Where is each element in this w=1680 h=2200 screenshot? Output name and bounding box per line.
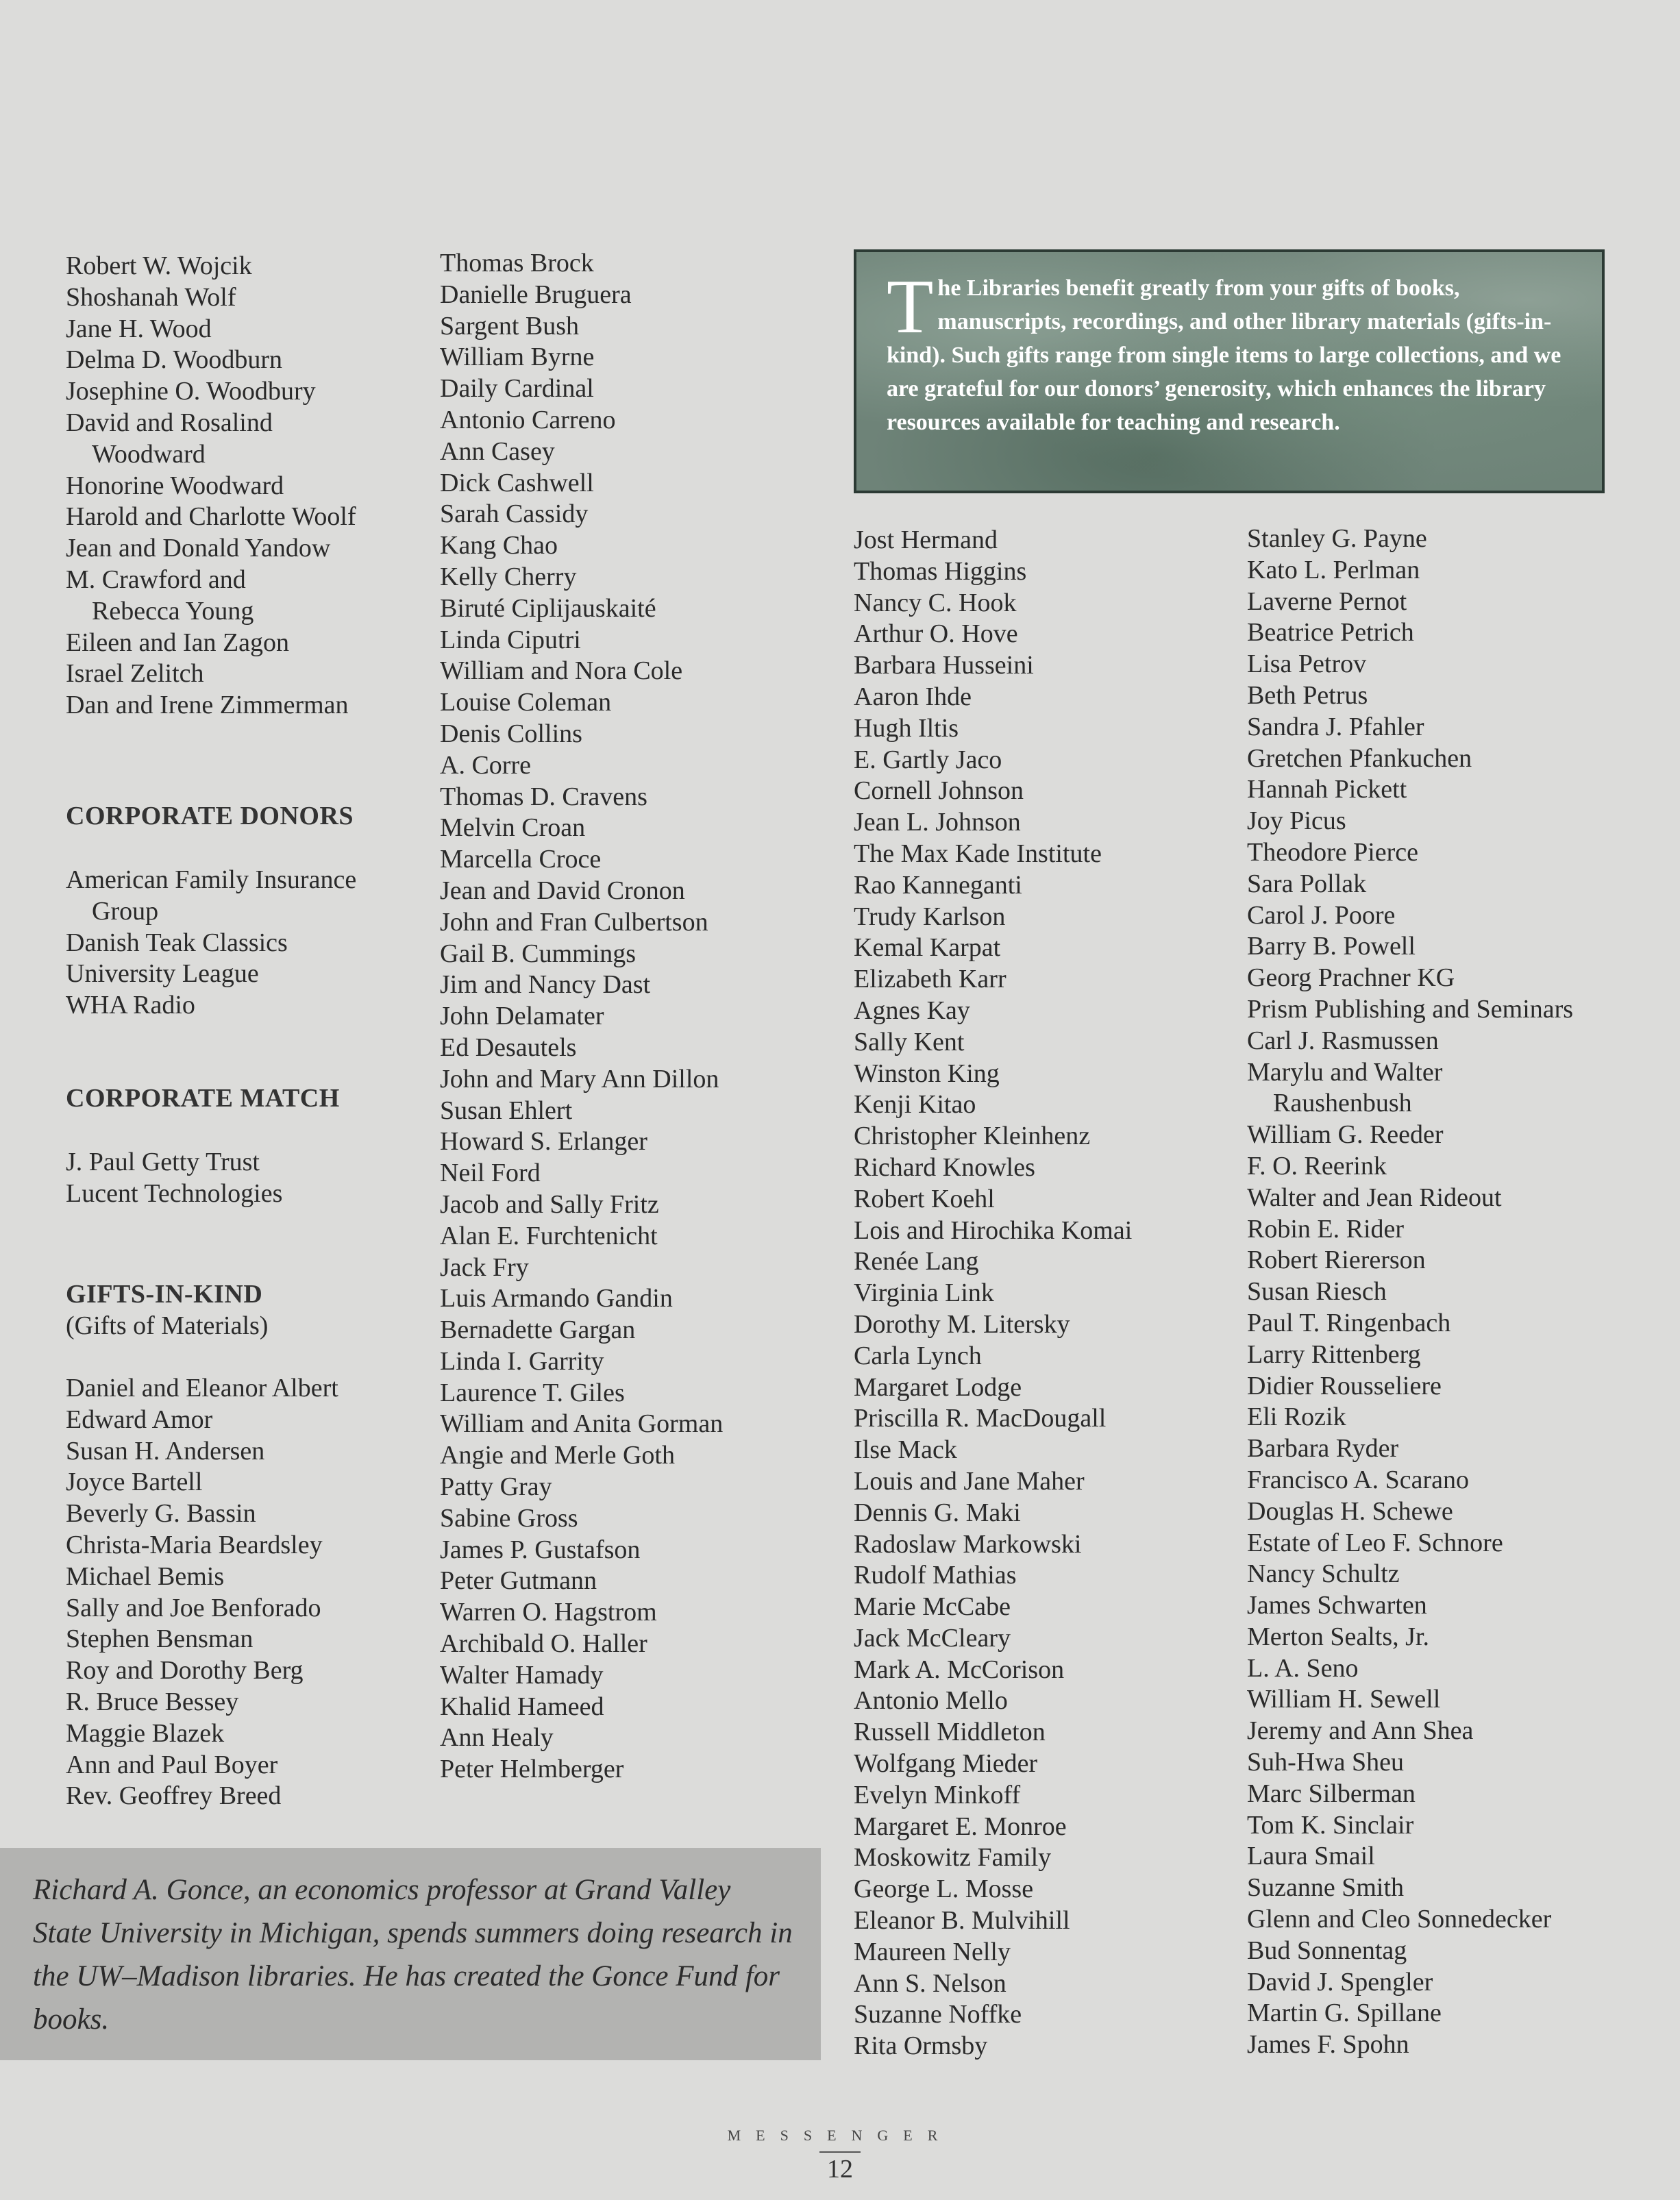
list-item: L. A. Seno <box>1247 1653 1359 1683</box>
list-item: Jane H. Wood <box>66 314 212 343</box>
list-item: Susan Riesch <box>1247 1277 1387 1307</box>
list-item: Antonio Mello <box>854 1686 1008 1716</box>
list-item: Sara Pollak <box>1247 869 1367 898</box>
list-item: Biruté Ciplijauskaité <box>440 593 656 623</box>
list-item: Robert Koehl <box>854 1184 995 1213</box>
list-item: William and Nora Cole <box>440 656 683 686</box>
list-item: Patty Gray <box>440 1472 552 1502</box>
list-item: Walter Hamady <box>440 1660 604 1690</box>
list-item: Beth Petrus <box>1247 680 1368 710</box>
list-item: Arthur O. Hove <box>854 619 1018 649</box>
list-item: Stanley G. Payne <box>1247 524 1427 553</box>
list-item: Barbara Husseini <box>854 651 1034 680</box>
list-item: Ilse Mack <box>854 1435 957 1465</box>
list-item: Lisa Petrov <box>1247 650 1367 679</box>
list-item: Joyce Bartell <box>66 1468 203 1497</box>
list-item: The Max Kade Institute <box>854 839 1102 868</box>
photo-caption <box>0 1848 821 2060</box>
list-item: Jack Fry <box>440 1252 529 1282</box>
list-item: F. O. Reerink <box>1247 1151 1387 1181</box>
list-item: Laverne Pernot <box>1247 586 1407 616</box>
list-item: Shoshanah Wolf <box>66 282 236 312</box>
list-item: Thomas Higgins <box>854 556 1027 586</box>
gifts-in-kind-section <box>66 1278 338 1812</box>
list-item: Angie and Merle Goth <box>440 1441 675 1470</box>
list-item: Hugh Iltis <box>854 713 959 743</box>
list-item: Melvin Croan <box>440 813 586 843</box>
list-item: Jost Hermand <box>854 526 998 554</box>
list-item: Priscilla R. MacDougall <box>854 1404 1107 1433</box>
list-item: Carla Lynch <box>854 1341 982 1370</box>
list-item: Virginia Link <box>854 1278 994 1308</box>
list-item: Marc Silberman <box>1247 1779 1416 1808</box>
list-item: WHA Radio <box>66 991 195 1020</box>
list-item: Neil Ford <box>440 1159 541 1188</box>
list-item: Maureen Nelly <box>854 1937 1011 1966</box>
list-item: Howard S. Erlanger <box>440 1127 647 1157</box>
list-item: Dan and Irene Zimmerman <box>66 691 349 720</box>
list-item: Thomas D. Cravens <box>440 782 647 811</box>
list-item: E. Gartly Jaco <box>854 745 1002 774</box>
list-item: Delma D. Woodburn <box>66 345 283 375</box>
gifts-in-kind-callout <box>854 249 1605 493</box>
list-item: Barry B. Powell <box>1247 932 1416 961</box>
corporate-donors-section <box>66 800 356 1022</box>
list-item: Robert Riererson <box>1247 1246 1426 1275</box>
list-item: R. Bruce Bessey <box>66 1687 239 1716</box>
list-item: David and Rosalind <box>66 408 273 437</box>
list-item: Kelly Cherry <box>440 562 577 591</box>
list-item: Kenji Kitao <box>854 1090 976 1120</box>
list-item: Nancy C. Hook <box>854 588 1017 617</box>
list-item: Dorothy M. Litersky <box>854 1309 1070 1339</box>
list-item: Bud Sonnentag <box>1247 1936 1407 1965</box>
list-item: Linda Ciputri <box>440 625 581 654</box>
list-item: Georg Prachner KG <box>1247 963 1455 993</box>
list-item: Khalid Hameed <box>440 1692 604 1721</box>
list-item: Margaret Lodge <box>854 1372 1022 1402</box>
list-item: Raushenbush <box>1273 1089 1412 1118</box>
list-item: Glenn and Cleo Sonnedecker <box>1247 1905 1552 1934</box>
list-item: Michael Bemis <box>66 1561 225 1591</box>
footer-divider <box>819 2151 861 2153</box>
list-item: A. Corre <box>440 750 531 780</box>
list-item: Danish Teak Classics <box>66 928 288 957</box>
list-item: Prism Publishing and Seminars <box>1247 994 1574 1024</box>
list-item: Eleanor B. Mulvihill <box>854 1906 1070 1936</box>
list-item: Hannah Pickett <box>1247 775 1407 804</box>
list-item: George L. Mosse <box>854 1875 1034 1904</box>
list-item: Jean L. Johnson <box>854 808 1021 837</box>
list-item: Honorine Woodward <box>66 471 284 500</box>
list-item: Suzanne Smith <box>1247 1873 1405 1903</box>
list-item: Dennis G. Maki <box>854 1498 1021 1527</box>
list-item: David J. Spengler <box>1247 1967 1433 1997</box>
list-item: Alan E. Furchtenicht <box>440 1221 658 1250</box>
callout-text <box>887 264 1574 439</box>
list-item: Carl J. Rasmussen <box>1247 1026 1439 1055</box>
list-item: Barbara Ryder <box>1247 1434 1399 1463</box>
list-item: Paul T. Ringenbach <box>1247 1308 1451 1337</box>
list-item: Louise Coleman <box>440 688 612 717</box>
list-item: Gail B. Cummings <box>440 939 637 968</box>
list-item: Trudy Karlson <box>854 902 1006 931</box>
list-item: Kang Chao <box>440 531 558 560</box>
list-item: Jean and David Cronon <box>440 876 685 905</box>
list-item: Renée Lang <box>854 1247 979 1276</box>
list-item: Lois and Hirochika Komai <box>854 1215 1133 1245</box>
list-item: Didier Rousseliere <box>1247 1371 1442 1400</box>
list-item: William Byrne <box>440 343 595 372</box>
list-item: Sally and Joe Benforado <box>66 1593 321 1622</box>
list-item: Joy Picus <box>1247 806 1346 836</box>
list-item: Linda I. Garrity <box>440 1346 604 1376</box>
list-item: Ann and Paul Boyer <box>66 1750 278 1779</box>
donor-list-column-2 <box>440 248 723 1785</box>
list-item: Russell Middleton <box>854 1718 1046 1747</box>
list-item: Suzanne Noffke <box>854 2000 1022 2029</box>
list-item: Marcella Croce <box>440 845 602 874</box>
list-item: Sargent Bush <box>440 311 580 341</box>
list-item: Jacob and Sally Fritz <box>440 1189 659 1219</box>
list-item: Aaron Ihde <box>854 682 972 711</box>
list-item: Christopher Kleinhenz <box>854 1122 1091 1151</box>
list-item: Stephen Bensman <box>66 1624 254 1654</box>
list-item: Daily Cardinal <box>440 374 594 404</box>
list-item: John and Mary Ann Dillon <box>440 1064 719 1093</box>
list-item: Estate of Leo F. Schnore <box>1247 1528 1503 1557</box>
list-item: Francisco A. Scarano <box>1247 1465 1469 1494</box>
list-item: Daniel and Eleanor Albert <box>66 1374 338 1402</box>
list-item: Rev. Geoffrey Breed <box>66 1781 282 1811</box>
list-item: Josephine O. Woodbury <box>66 377 316 406</box>
list-item: Jean and Donald Yandow <box>66 534 331 563</box>
list-item: Maggie Blazek <box>66 1718 225 1748</box>
list-item: Sally Kent <box>854 1027 965 1056</box>
list-item: Roy and Dorothy Berg <box>66 1656 304 1685</box>
list-item: Susan H. Andersen <box>66 1436 265 1466</box>
list-item: Merton Sealts, Jr. <box>1247 1622 1429 1651</box>
list-item: Nancy Schultz <box>1247 1559 1400 1589</box>
list-item: Danielle Bruguera <box>440 280 632 309</box>
list-item: Ed Desautels <box>440 1033 577 1062</box>
list-item: Israel Zelitch <box>66 659 204 689</box>
list-item: Elizabeth Karr <box>854 965 1006 994</box>
section-heading: GIFTS-IN-KIND <box>66 1280 263 1309</box>
list-item: Martin G. Spillane <box>1247 1999 1442 2028</box>
list-item: Ann Casey <box>440 436 555 466</box>
donor-list-column-4 <box>1247 523 1573 2061</box>
list-item: Laura Smail <box>1247 1842 1375 1871</box>
caption-text: Richard A. Gonce, an economics professor at Grand Valley State University in Michigan, spends summers doing research in the UW–Madison libraries. He has created the Gonce Fund for books. <box>33 1874 793 2036</box>
list-item: Mark A. McCorison <box>854 1655 1065 1684</box>
list-item: Richard Knowles <box>854 1152 1035 1182</box>
list-item: Archibald O. Haller <box>440 1629 647 1659</box>
list-item: Dick Cashwell <box>440 468 594 497</box>
list-item: James Schwarten <box>1247 1591 1427 1620</box>
list-item: Rudolf Mathias <box>854 1561 1017 1590</box>
page-number: 12 <box>827 2155 853 2184</box>
list-item: John and Fran Culbertson <box>440 907 708 937</box>
list-item: Suh-Hwa Sheu <box>1247 1748 1405 1777</box>
list-item: Larry Rittenberg <box>1247 1339 1421 1369</box>
corporate-match-list <box>66 1147 340 1210</box>
list-item: Marie McCabe <box>854 1592 1011 1622</box>
list-item: Douglas H. Schewe <box>1247 1496 1453 1526</box>
list-item: Thomas Brock <box>440 249 594 277</box>
list-item: Louis and Jane Maher <box>854 1466 1085 1496</box>
list-item: Walter and Jean Rideout <box>1247 1183 1502 1212</box>
list-item: Radoslaw Markowski <box>854 1529 1082 1559</box>
donor-list-column-1 <box>66 251 356 721</box>
list-item: Kato L. Perlman <box>1247 555 1420 584</box>
list-item: J. Paul Getty Trust <box>66 1148 260 1176</box>
list-item: Beverly G. Bassin <box>66 1499 256 1529</box>
list-item: Robert W. Wojcik <box>66 251 252 280</box>
list-item: Kemal Karpat <box>854 933 1001 963</box>
list-item: Evelyn Minkoff <box>854 1780 1021 1809</box>
list-item: Denis Collins <box>440 719 582 748</box>
callout-body: he Libraries benefit greatly from your gifts of books, manuscripts, recordings, and other library materials (gifts-in-kind). Such gifts range from single items to large collections, and we are grateful for our donors’ generosity, which enhances the library resources available for teaching and research. <box>887 275 1561 435</box>
list-item: Cornell Johnson <box>854 776 1024 806</box>
list-item: Harold and Charlotte Woolf <box>66 502 356 532</box>
list-item: Rebecca Young <box>92 596 254 626</box>
list-item: Antonio Carreno <box>440 405 616 434</box>
list-item: James F. Spohn <box>1247 2030 1409 2060</box>
corporate-donors-list <box>66 865 356 1022</box>
list-item: Eli Rozik <box>1247 1402 1346 1432</box>
list-item: Sandra J. Pfahler <box>1247 712 1424 741</box>
list-item: Susan Ehlert <box>440 1096 573 1125</box>
list-item: Margaret E. Monroe <box>854 1812 1067 1841</box>
list-item: Eileen and Ian Zagon <box>66 628 290 657</box>
list-item: Jack McCleary <box>854 1623 1011 1653</box>
list-item: Winston King <box>854 1059 1000 1088</box>
list-item: Wolfgang Mieder <box>854 1749 1038 1779</box>
list-item: Peter Helmberger <box>440 1755 624 1784</box>
list-item: Sarah Cassidy <box>440 499 589 529</box>
list-item: Tom K. Sinclair <box>1247 1810 1414 1840</box>
section-heading: CORPORATE MATCH <box>66 1084 340 1113</box>
list-item: Bernadette Gargan <box>440 1315 636 1345</box>
list-item: Luis Armando Gandin <box>440 1284 673 1313</box>
list-item: Group <box>92 896 159 926</box>
list-item: University League <box>66 959 259 989</box>
list-item: Marylu and Walter <box>1247 1057 1443 1087</box>
list-item: Ann S. Nelson <box>854 1968 1006 1998</box>
section-heading: CORPORATE DONORS <box>66 802 354 830</box>
list-item: Moskowitz Family <box>854 1843 1052 1873</box>
gifts-in-kind-list <box>66 1373 338 1812</box>
list-item: William H. Sewell <box>1247 1685 1441 1714</box>
list-item: Jeremy and Ann Shea <box>1247 1716 1474 1746</box>
list-item: Woodward <box>92 439 206 469</box>
list-item: Lucent Technologies <box>66 1178 283 1208</box>
list-item: John Delamater <box>440 1002 604 1031</box>
list-item: Gretchen Pfankuchen <box>1247 743 1472 773</box>
list-item: James P. Gustafson <box>440 1535 641 1564</box>
list-item: Carol J. Poore <box>1247 900 1396 930</box>
corporate-match-section <box>66 1083 340 1210</box>
list-item: William G. Reeder <box>1247 1120 1444 1150</box>
list-item: American Family Insurance <box>66 865 357 894</box>
list-item: Theodore Pierce <box>1247 837 1419 867</box>
list-item: M. Crawford and <box>66 565 246 594</box>
list-item: Rita Ormsby <box>854 2031 988 2061</box>
list-item: Christa-Maria Beardsley <box>66 1530 323 1559</box>
list-item: Robin E. Rider <box>1247 1214 1405 1244</box>
list-item: Warren O. Hagstrom <box>440 1598 657 1627</box>
drop-cap: T <box>887 264 934 349</box>
list-item: Peter Gutmann <box>440 1566 597 1596</box>
section-subheading: (Gifts of Materials) <box>66 1311 269 1340</box>
list-item: Ann Healy <box>440 1723 554 1753</box>
list-item: Edward Amor <box>66 1405 213 1434</box>
list-item: William and Anita Gorman <box>440 1409 724 1439</box>
list-item: Beatrice Petrich <box>1247 618 1414 647</box>
list-item: Jim and Nancy Dast <box>440 970 651 1000</box>
list-item: Laurence T. Giles <box>440 1378 625 1407</box>
donor-list-column-3 <box>854 525 1132 2062</box>
list-item: Agnes Kay <box>854 996 970 1025</box>
list-item: Sabine Gross <box>440 1503 578 1533</box>
publication-title: MESSENGER <box>727 2127 953 2144</box>
list-item: Rao Kanneganti <box>854 870 1022 900</box>
